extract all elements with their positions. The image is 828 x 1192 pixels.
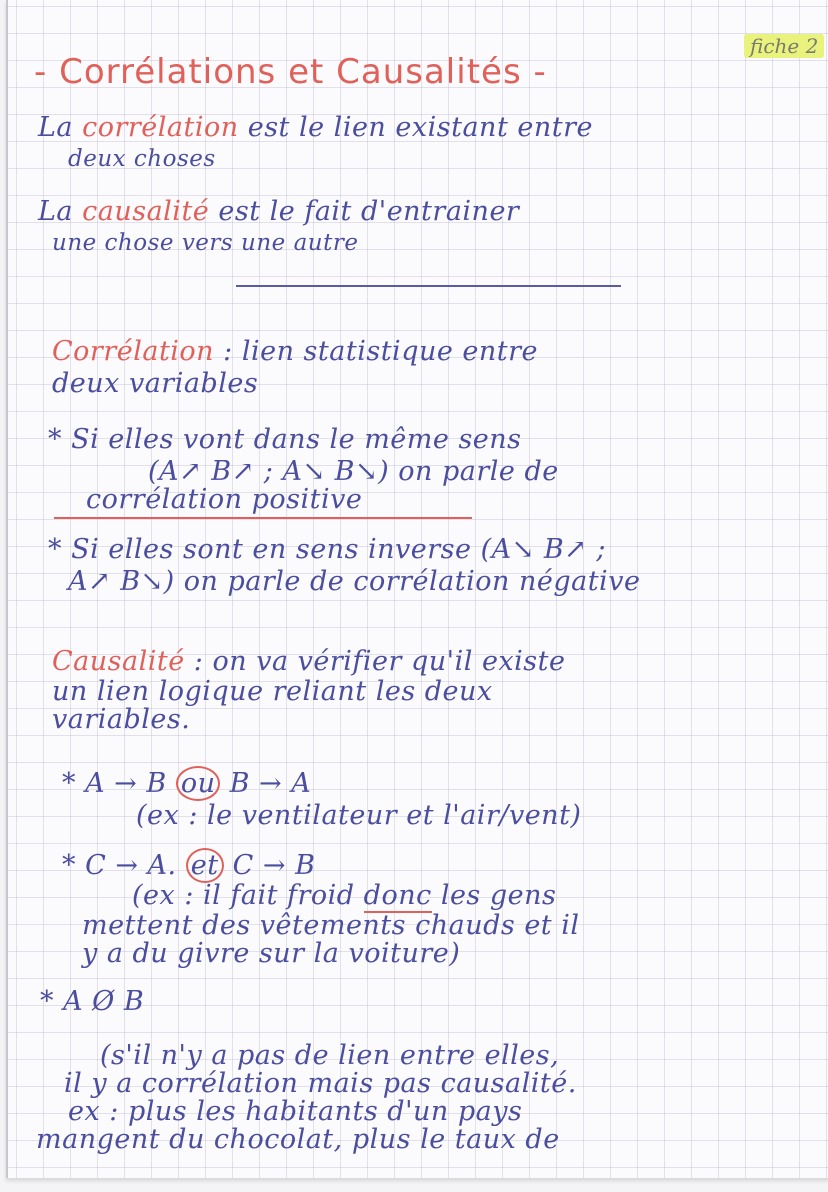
positive-correlation-line1: * Si elles vont dans le même sens [48, 424, 522, 455]
negative-correlation-line2: A↗ B↘) on parle de corrélation négative [68, 566, 641, 597]
case-c-example-line1: (ex : il fait froid donc les gens [132, 880, 557, 911]
negative-correlation-line1: * Si elles sont en sens inverse (A↘ B↗ ; [48, 534, 606, 565]
case-no-link-line4: mangent du chocolat, plus le taux de [36, 1124, 560, 1155]
causality-term: causalité [82, 196, 210, 227]
positive-correlation-line2: (A↗ B↗ ; A↘ B↘) on parle de [148, 456, 559, 487]
case-c-to-a-and-b: * C → A. et C → B [62, 850, 316, 881]
page-title: - Corrélations et Causalités - [34, 52, 547, 92]
correlation-heading: Corrélation : lien statistique entre [52, 336, 539, 367]
notebook-page [6, 0, 828, 1178]
case-no-link-line3: ex : plus les habitants d'un pays [68, 1096, 523, 1127]
underlined-donc: donc [363, 880, 432, 911]
positive-correlation-line3: corrélation positive [86, 484, 363, 515]
case-a-to-b: * A → B ou B → A [62, 768, 312, 799]
case-a-to-b-example: (ex : le ventilateur et l'air/vent) [136, 800, 582, 831]
circled-et: et [186, 848, 224, 883]
red-underline-rule [54, 517, 472, 519]
circled-ou: ou [176, 766, 221, 801]
causality-definition-cont: une chose vers une autre [52, 230, 359, 256]
causality-heading: Causalité : on va vérifier qu'il existe [52, 646, 566, 677]
case-c-example-line2: mettent des vêtements chauds et il [82, 910, 580, 941]
causality-definition: La causalité est le fait d'entrainer [38, 196, 520, 227]
section-divider [236, 285, 621, 287]
case-c-example-line3: y a du givre sur la voiture) [82, 938, 461, 969]
case-no-link: * A Ø B [40, 986, 145, 1017]
correlation-definition: La corrélation est le lien existant entre [38, 112, 593, 143]
case-no-link-line1: (s'il n'y a pas de lien entre elles, [100, 1040, 560, 1071]
correlation-term: corrélation [82, 112, 239, 143]
correlation-definition-cont: deux choses [68, 146, 216, 172]
causality-heading-cont2: variables. [52, 704, 191, 735]
causality-heading-cont: un lien logique reliant les deux [52, 676, 493, 707]
correlation-heading-cont: deux variables [52, 368, 259, 399]
case-no-link-line2: il y a corrélation mais pas causalité. [64, 1068, 577, 1099]
sheet-number-tag: fiche 2 [744, 34, 824, 58]
